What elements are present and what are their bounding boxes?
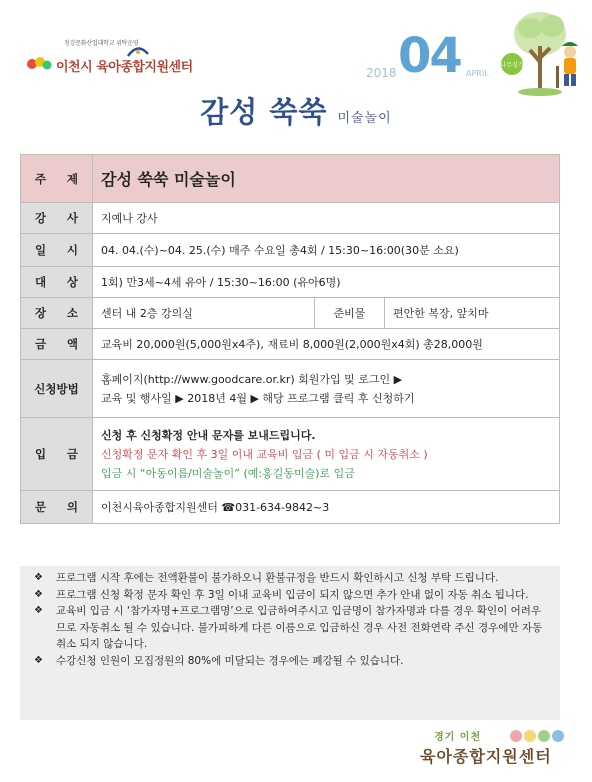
- org-name: 이천시 육아종합지원센터: [56, 60, 193, 75]
- page-title: [0, 90, 592, 131]
- deposit-label: 입 금: [21, 418, 93, 491]
- tree-planting-illustration: [500, 6, 590, 98]
- fee-label: 금 액: [21, 329, 93, 360]
- table-row-target: [21, 267, 560, 298]
- title-sub: 미술놀이: [337, 111, 392, 126]
- instructor-label: 강 사: [21, 203, 93, 234]
- table-row-deposit: [21, 418, 560, 491]
- target-label: 대 상: [21, 267, 93, 298]
- schedule-value: 04. 04.(수)~04. 25.(수) 매주 수요일 총4회 / 15:30~16:00(30분 소요): [93, 234, 560, 267]
- footer-region: 경기 이천: [434, 732, 482, 743]
- deposit-line-1: 신청 후 신청확정 안내 문자를 보내드립니다.: [101, 428, 316, 442]
- instructor-value: 지예나 강사: [93, 203, 560, 234]
- inquiry-label: 문 의: [21, 491, 93, 524]
- list-item: ❖ 프로그램 신청 확정 문자 확인 후 3일 이내 교육비 입금이 되지 않으면 추가 안내 없이 자동 취소 됩니다.: [34, 587, 550, 604]
- tree-sign-text: 나무심기: [500, 62, 524, 69]
- place-label: 장 소: [21, 298, 93, 329]
- deposit-line-3: 입금 시 “아동이름/미술놀이” (예:홍길동미술)로 입금: [101, 466, 355, 480]
- list-item: ❖ 교육비 입금 시 ‘참가자명+프로그램명’으로 입금하여주시고 입금명이 참가자명과 다를 경우 확인이 어려우므로 자동취소 될 수 있습니다. 불가피하게 다른 이름으로 입금하신 경우 사전 전화연락 주신 경우에만 자동취소 되지 않습니다.: [34, 603, 550, 653]
- table-row-inquiry: [21, 491, 560, 524]
- month-name: APRIL: [466, 69, 489, 78]
- table-row-place: [21, 298, 560, 329]
- center-logo-icon: [26, 54, 52, 72]
- diamond-bullet-icon: ❖: [34, 654, 43, 666]
- apply-value: [93, 360, 560, 418]
- month-number: 04: [398, 28, 461, 84]
- table-row-subject: [21, 155, 560, 203]
- diamond-bullet-icon: ❖: [34, 605, 43, 616]
- org-subtitle: 청강문화산업대학교 위탁운영: [64, 40, 139, 47]
- program-info-table: [20, 154, 560, 524]
- table-row-fee: [21, 329, 560, 360]
- list-item: ❖ 프로그램 시작 후에는 전액환불이 불가하오니 환불규정을 반드시 확인하시고 신청 부탁 드립니다.: [34, 570, 550, 587]
- table-row-instructor: [21, 203, 560, 234]
- list-item: ❖ 수강신청 인원이 모집정원의 80%에 미달되는 경우에는 폐강될 수 있습니다.: [34, 653, 550, 670]
- diamond-bullet-icon: ❖: [34, 588, 43, 600]
- schedule-label: 일 시: [21, 234, 93, 267]
- table-row-apply: [21, 360, 560, 418]
- deposit-line-2: 신청확정 문자 확인 후 3일 이내 교육비 입금 ( 미 입금 시 자동취소 ): [101, 447, 428, 461]
- target-value: 1회) 만3세~4세 유아 / 15:30~16:00 (유아6명): [93, 267, 560, 298]
- subject-value: 감성 쑥쑥 미술놀이: [93, 155, 560, 203]
- place-value: 센터 내 2층 강의실: [93, 298, 315, 329]
- apply-label: 신청방법: [21, 360, 93, 418]
- title-main: 감성 쑥쑥: [200, 95, 328, 129]
- deposit-value: [93, 418, 560, 491]
- year-label: 2018: [366, 66, 397, 80]
- table-row-schedule: [21, 234, 560, 267]
- prep-value: 편안한 복장, 앞치마: [385, 298, 560, 329]
- notes-box: [20, 566, 560, 720]
- diamond-bullet-icon: ❖: [34, 572, 43, 583]
- subject-label: 주 제: [21, 155, 93, 203]
- footer-logo: [420, 728, 580, 778]
- header: [0, 0, 592, 100]
- apply-line-1: 홈페이지(http://www.goodcare.or.kr) 회원가입 및 로그인 ▶: [101, 372, 403, 386]
- apply-line-2: 교육 및 행사일 ▶ 2018년 4월 ▶ 해당 프로그램 클릭 후 신청하기: [101, 391, 415, 405]
- prep-label: 준비물: [315, 298, 385, 329]
- footer-center-name: 육아종합지원센터: [420, 747, 552, 766]
- inquiry-value: 이천시육아종합지원센터 ☎031-634-9842~3: [93, 491, 560, 524]
- fee-value: 교육비 20,000원(5,000원x4주), 재료비 8,000원(2,000원x4회) 총28,000원: [93, 329, 560, 360]
